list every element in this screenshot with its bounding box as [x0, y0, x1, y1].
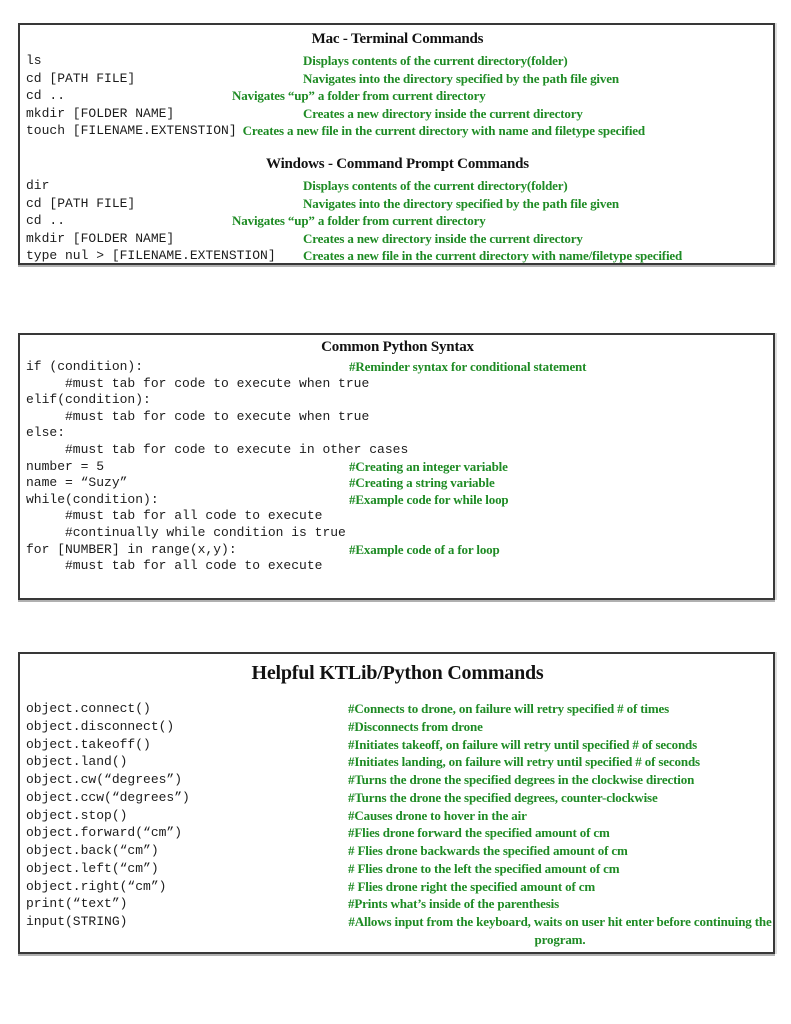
description-text: #Reminder syntax for conditional statement: [349, 359, 587, 374]
code-text: while(condition):: [26, 491, 159, 507]
command-row: [26, 442, 769, 459]
description-text: #Prints what’s inside of the parenthesis: [348, 896, 560, 912]
code-text: #must tab for code to execute when true: [65, 408, 370, 424]
description-text: Displays contents of the current directory(folder): [303, 53, 568, 68]
description-text: # Flies drone backwards the specified amount of cm: [348, 843, 628, 858]
command-row: [26, 392, 769, 409]
command-row: [26, 700, 769, 718]
command-row: [26, 122, 769, 140]
command-row: [26, 789, 769, 807]
code-text: object.left(“cm”): [26, 860, 159, 876]
terminal-commands-section: [18, 23, 775, 265]
command-group: [26, 155, 769, 265]
description-text: Creates a new directory inside the current directory: [303, 230, 583, 246]
description-text: #Connects to drone, on failure will retry specified # of times: [348, 701, 670, 716]
code-text: if (condition):: [26, 359, 144, 374]
section-title: Common Python Syntax: [321, 339, 474, 355]
description-text: # Flies drone to the left the specified amount of cm: [348, 860, 620, 876]
description-text: Navigates into the directory specified by the path file given: [303, 195, 619, 211]
code-text: #must tab for code to execute in other cases: [65, 441, 409, 457]
description-text: #Initiates takeoff, on failure will retry until specified # of seconds: [348, 736, 698, 752]
code-text: object.stop(): [26, 807, 128, 823]
command-row: [26, 771, 769, 789]
description-text: #Turns the drone the specified degrees in the clockwise direction: [348, 772, 695, 787]
command-group: [26, 30, 769, 140]
description-text: #Flies drone forward the specified amount of cm: [348, 825, 610, 841]
code-text: object.right(“cm”): [26, 878, 167, 894]
command-group: [26, 339, 769, 575]
command-row: [26, 860, 769, 878]
command-group: [26, 662, 772, 949]
code-text: object.back(“cm”): [26, 843, 159, 858]
command-row: [26, 230, 769, 248]
command-row: [26, 425, 769, 442]
command-row: [26, 542, 769, 559]
code-text: object.takeoff(): [26, 736, 151, 752]
description-text: Creates a new directory inside the current directory: [303, 105, 583, 121]
command-row: [26, 177, 769, 195]
description-text: Creates a new file in the current directory with name and filetype specified: [242, 123, 646, 139]
description-text: #Creating a string variable: [349, 475, 495, 491]
code-text: mkdir [FOLDER NAME]: [26, 105, 175, 121]
command-row: [26, 52, 769, 70]
command-row: [26, 475, 769, 492]
code-text: #must tab for all code to execute: [65, 508, 323, 524]
code-text: input(STRING): [26, 914, 128, 929]
command-row: [26, 525, 769, 542]
description-text: Creates a new file in the current directory with name/filetype specified: [303, 248, 683, 264]
code-text: object.forward(“cm”): [26, 825, 183, 841]
code-text: else:: [26, 425, 66, 441]
code-text: object.land(): [26, 754, 128, 770]
code-text: cd [PATH FILE]: [26, 70, 136, 86]
code-text: object.disconnect(): [26, 718, 175, 734]
code-text: number = 5: [26, 458, 105, 474]
code-text: cd ..: [26, 88, 66, 104]
command-row: [26, 878, 769, 896]
command-row: [26, 492, 769, 509]
code-text: cd ..: [26, 213, 66, 229]
ktlib-commands-section: [18, 652, 775, 954]
code-text: print(“text”): [26, 896, 128, 912]
python-syntax-section: [18, 333, 775, 600]
command-row: [26, 842, 769, 860]
section-title: Windows - Command Prompt Commands: [266, 155, 529, 172]
code-text: name = “Suzy”: [26, 475, 128, 491]
command-row: [26, 913, 772, 949]
description-text: Navigates into the directory specified by the path file given: [303, 70, 619, 86]
code-text: object.cw(“degrees”): [26, 772, 183, 787]
description-text: Navigates “up” a folder from current directory: [232, 88, 486, 104]
command-row: [26, 376, 769, 393]
code-text: object.connect(): [26, 701, 151, 716]
command-row: [26, 459, 769, 476]
command-row: [26, 195, 769, 213]
command-row: [26, 247, 769, 265]
code-text: #must tab for all code to execute: [65, 558, 323, 574]
command-row: [26, 87, 769, 105]
code-text: type nul > [FILENAME.EXTENSTION]: [26, 248, 276, 264]
command-row: [26, 508, 769, 525]
command-row: [26, 558, 769, 575]
command-row: [26, 105, 769, 123]
code-text: cd [PATH FILE]: [26, 195, 136, 211]
code-text: elif(condition):: [26, 392, 151, 408]
description-text: #Disconnects from drone: [348, 718, 483, 734]
description-text: #Creating an integer variable: [349, 458, 508, 474]
command-row: [26, 895, 769, 913]
code-text: #must tab for code to execute when true: [65, 375, 370, 391]
code-text: touch [FILENAME.EXTENSTION]: [26, 123, 237, 139]
code-text: mkdir [FOLDER NAME]: [26, 230, 175, 246]
description-text: Navigates “up” a folder from current directory: [232, 213, 486, 229]
command-row: [26, 359, 769, 376]
code-text: for [NUMBER] in range(x,y):: [26, 541, 237, 557]
command-row: [26, 753, 769, 771]
command-row: [26, 736, 769, 754]
command-row: [26, 212, 769, 230]
command-row: [26, 824, 769, 842]
description-text: #Causes drone to hover in the air: [348, 807, 527, 823]
description-text: #Example code of a for loop: [349, 541, 500, 557]
code-text: dir: [26, 177, 50, 193]
command-row: [26, 718, 769, 736]
section-title: Helpful KTLib/Python Commands: [251, 662, 544, 684]
command-row: [26, 409, 769, 426]
command-row: [26, 70, 769, 88]
section-title: Mac - Terminal Commands: [311, 31, 484, 47]
description-text: #Example code for while loop: [349, 491, 509, 507]
code-text: #continually while condition is true: [65, 524, 346, 540]
description-text: Displays contents of the current directory(folder): [303, 177, 568, 193]
description-text: #Allows input from the keyboard, waits on user hit enter before continuing the program.: [348, 914, 772, 947]
description-text: #Initiates landing, on failure will retry until specified # of seconds: [348, 754, 700, 770]
code-text: object.ccw(“degrees”): [26, 789, 190, 805]
code-text: ls: [26, 53, 42, 68]
description-text: #Turns the drone the specified degrees, counter-clockwise: [348, 789, 658, 805]
description-text: # Flies drone right the specified amount of cm: [348, 878, 596, 894]
command-row: [26, 807, 769, 825]
